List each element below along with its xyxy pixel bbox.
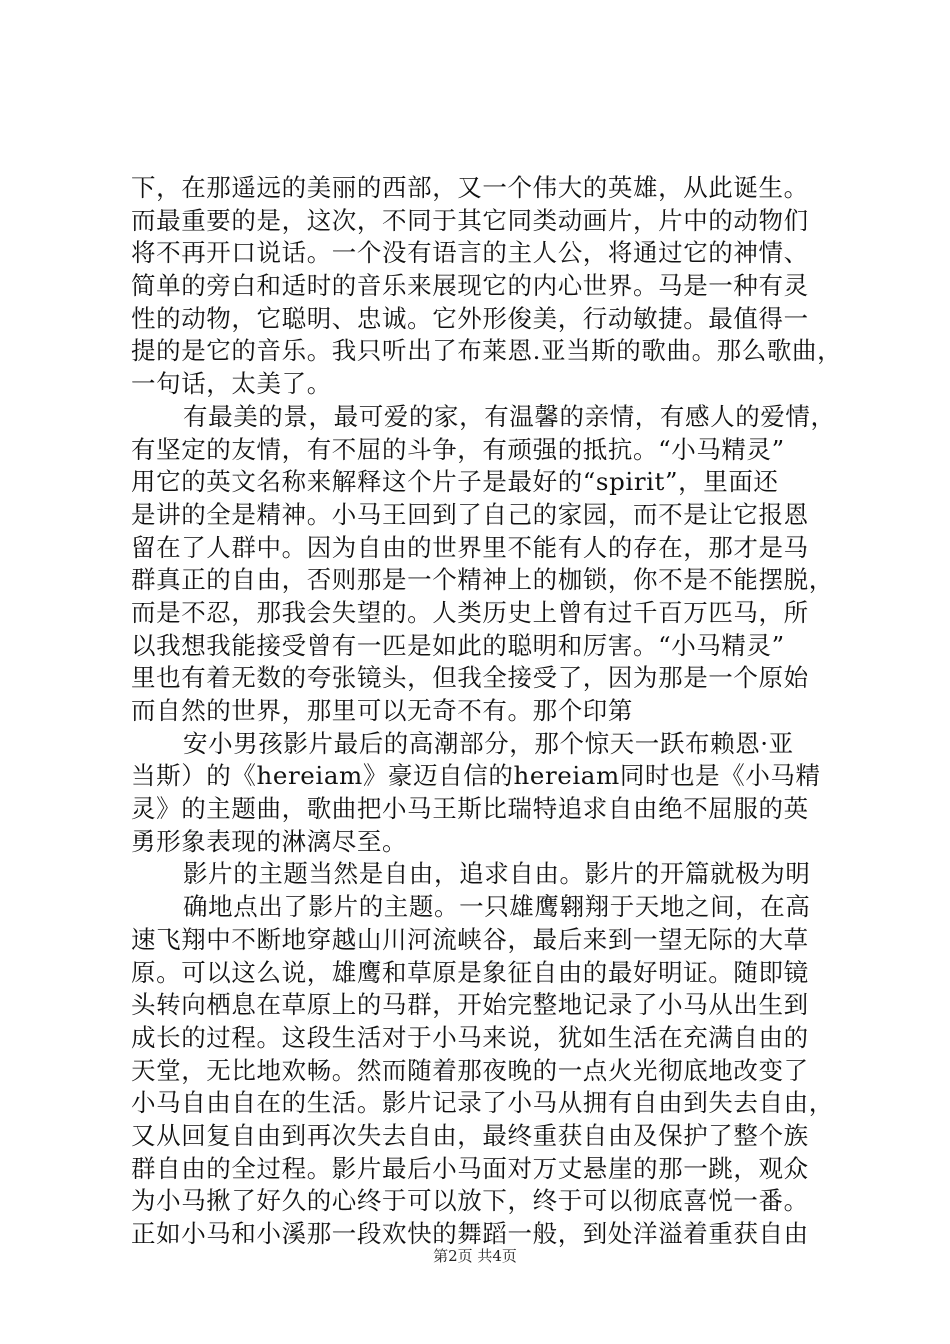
text-line: 一句话，太美了。 bbox=[131, 369, 332, 399]
text-line: 群自由的全过程。影片最后小马面对万丈悬崖的那一跳，观众 bbox=[131, 1153, 809, 1183]
text-line: 用它的英文名称来解释这个片子是最好的“spirit”，里面还 bbox=[131, 467, 779, 497]
text-line: 又从回复自由到再次失去自由，最终重获自由及保护了整个族 bbox=[131, 1120, 809, 1150]
text-line: 而是不忍，那我会失望的。人类历史上曾有过千百万匹马，所 bbox=[131, 597, 809, 627]
text-line: 提的是它的音乐。我只听出了布莱恩.亚当斯的歌曲。那么歌曲， bbox=[131, 336, 843, 366]
text-line: 确地点出了影片的主题。一只雄鹰翱翔于天地之间，在高 bbox=[183, 892, 811, 922]
text-line: 有坚定的友情，有不屈的斗争，有顽强的抵抗。“小马精灵” bbox=[131, 434, 785, 464]
text-line: 简单的旁白和适时的音乐来展现它的内心世界。马是一种有灵 bbox=[131, 271, 809, 301]
text-line: 有最美的景，最可爱的家，有温馨的亲情，有感人的爱情， bbox=[183, 401, 836, 431]
text-line: 头转向栖息在草原上的马群，开始完整地记录了小马从出生到 bbox=[131, 990, 809, 1020]
text-line: 成长的过程。这段生活对于小马来说，犹如生活在充满自由的 bbox=[131, 1022, 809, 1052]
text-line: 灵》的主题曲，歌曲把小马王斯比瑞特追求自由绝不屈服的英 bbox=[131, 794, 809, 824]
text-line: 而自然的世界，那里可以无奇不有。那个印第 bbox=[131, 696, 633, 725]
text-line: 留在了人群中。因为自由的世界里不能有人的存在，那才是马 bbox=[131, 532, 809, 562]
text-line: 影片的主题当然是自由，追求自由。影片的开篇就极为明 bbox=[183, 859, 811, 889]
text-line: 原。可以这么说，雄鹰和草原是象征自由的最好明证。随即镜 bbox=[131, 957, 809, 987]
text-line: 是讲的全是精神。小马王回到了自己的家园，而不是让它报恩 bbox=[131, 499, 809, 529]
text-line: 群真正的自由，否则那是一个精神上的枷锁，你不是不能摆脱， bbox=[131, 565, 834, 595]
text-line: 安小男孩影片最后的高潮部分，那个惊天一跃布赖恩·亚 bbox=[183, 728, 794, 758]
text-line: 以我想我能接受曾有一匹是如此的聪明和厉害。“小马精灵” bbox=[131, 630, 785, 660]
text-line: 正如小马和小溪那一段欢快的舞蹈一般，到处洋溢着重获自由 bbox=[131, 1219, 809, 1248]
text-line: 当斯）的《hereiam》豪迈自信的hereiam同时也是《小马精 bbox=[131, 761, 821, 791]
text-line: 里也有着无数的夸张镜头，但我全接受了，因为那是一个原始 bbox=[131, 663, 809, 693]
text-line: 天堂，无比地欢畅。然而随着那夜晚的一点火光彻底地改变了 bbox=[131, 1055, 809, 1085]
page-number: 第2页 共4页 bbox=[433, 1247, 517, 1265]
text-line: 性的动物，它聪明、忠诚。它外形俊美，行动敏捷。最值得一 bbox=[131, 303, 809, 333]
body-text bbox=[131, 172, 843, 1251]
text-line: 速飞翔中不断地穿越山川河流峡谷，最后来到一望无际的大草 bbox=[131, 924, 809, 954]
text-line: 勇形象表现的淋漓尽至。 bbox=[131, 826, 408, 856]
text-line: 为小马揪了好久的心终于可以放下，终于可以彻底喜悦一番。 bbox=[131, 1186, 809, 1216]
text-line: 下，在那遥远的美丽的西部，又一个伟大的英雄，从此诞生。 bbox=[131, 173, 809, 202]
text-line: 小马自由自在的生活。影片记录了小马从拥有自由到失去自由， bbox=[131, 1088, 834, 1118]
text-line: 而最重要的是，这次，不同于其它同类动画片，片中的动物们 bbox=[131, 205, 809, 235]
text-line: 将不再开口说话。一个没有语言的主人公，将通过它的神情、 bbox=[131, 238, 809, 268]
